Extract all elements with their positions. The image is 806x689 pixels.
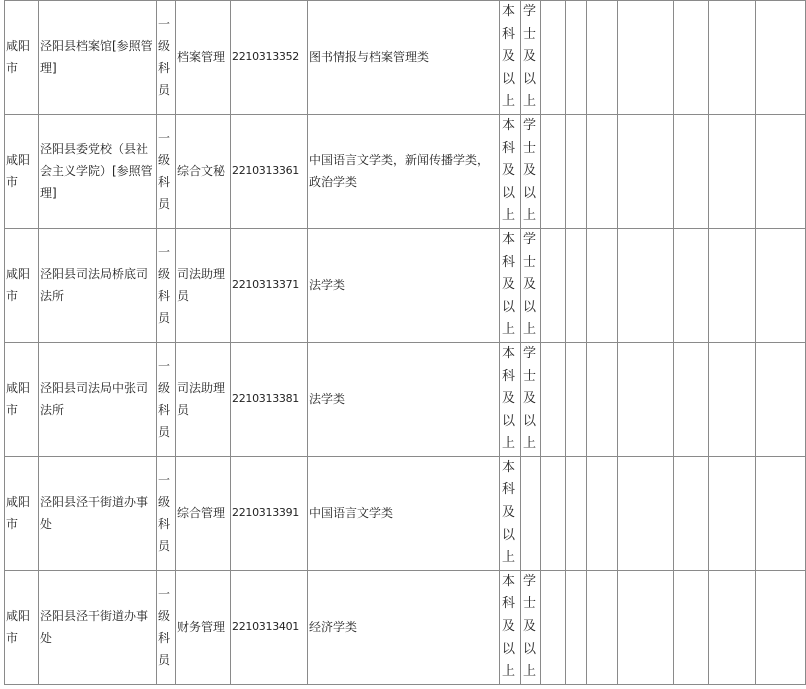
empty-cell <box>587 1 618 115</box>
empty-cell <box>709 342 756 456</box>
unit-cell: 泾阳县泾干街道办事处 <box>39 570 157 684</box>
empty-cell <box>587 456 618 570</box>
education-cell: 本科及以上 <box>500 114 521 228</box>
unit-cell: 泾阳县委党校（县社会主义学院）[参照管理] <box>39 114 157 228</box>
degree-cell: 学士及以上 <box>521 570 541 684</box>
table-row <box>5 456 806 570</box>
empty-cell <box>756 456 806 570</box>
rank-cell: 一级科员 <box>157 570 176 684</box>
degree-cell: 学士及以上 <box>521 228 541 342</box>
empty-cell <box>709 228 756 342</box>
major-cell: 中国语言文学类，新闻传播学类，政治学类 <box>308 114 500 228</box>
empty-cell <box>674 456 709 570</box>
empty-cell <box>756 114 806 228</box>
empty-cell <box>618 570 674 684</box>
position-code-cell: 2210313361 <box>231 114 308 228</box>
table-row <box>5 228 806 342</box>
empty-cell <box>709 456 756 570</box>
empty-cell <box>541 342 566 456</box>
empty-cell <box>674 228 709 342</box>
table-body <box>5 1 806 685</box>
position-code-cell: 2210313381 <box>231 342 308 456</box>
rank-cell: 一级科员 <box>157 1 176 115</box>
unit-cell: 泾阳县司法局桥底司法所 <box>39 228 157 342</box>
recruitment-table <box>4 0 806 685</box>
empty-cell <box>587 570 618 684</box>
empty-cell <box>618 114 674 228</box>
position-cell: 财务管理 <box>176 570 231 684</box>
position-code-cell: 2210313371 <box>231 228 308 342</box>
major-cell: 经济学类 <box>308 570 500 684</box>
city-cell: 咸阳市 <box>5 114 39 228</box>
unit-cell: 泾阳县档案馆[参照管理] <box>39 1 157 115</box>
position-cell: 司法助理员 <box>176 342 231 456</box>
empty-cell <box>541 228 566 342</box>
empty-cell <box>709 570 756 684</box>
rank-cell: 一级科员 <box>157 114 176 228</box>
empty-cell <box>709 114 756 228</box>
position-code-cell: 2210313391 <box>231 456 308 570</box>
empty-cell <box>618 228 674 342</box>
empty-cell <box>566 570 587 684</box>
empty-cell <box>674 570 709 684</box>
unit-cell: 泾阳县司法局中张司法所 <box>39 342 157 456</box>
table-row <box>5 1 806 115</box>
empty-cell <box>587 342 618 456</box>
position-cell: 档案管理 <box>176 1 231 115</box>
empty-cell <box>756 342 806 456</box>
degree-cell <box>521 456 541 570</box>
empty-cell <box>618 456 674 570</box>
city-cell: 咸阳市 <box>5 456 39 570</box>
empty-cell <box>674 1 709 115</box>
rank-cell: 一级科员 <box>157 228 176 342</box>
empty-cell <box>566 456 587 570</box>
degree-cell: 学士及以上 <box>521 1 541 115</box>
empty-cell <box>566 228 587 342</box>
education-cell: 本科及以上 <box>500 228 521 342</box>
table-row <box>5 114 806 228</box>
empty-cell <box>566 342 587 456</box>
city-cell: 咸阳市 <box>5 228 39 342</box>
major-cell: 法学类 <box>308 342 500 456</box>
empty-cell <box>756 1 806 115</box>
position-code-cell: 2210313401 <box>231 570 308 684</box>
city-cell: 咸阳市 <box>5 342 39 456</box>
education-cell: 本科及以上 <box>500 342 521 456</box>
degree-cell: 学士及以上 <box>521 342 541 456</box>
empty-cell <box>541 456 566 570</box>
empty-cell <box>756 228 806 342</box>
position-cell: 综合管理 <box>176 456 231 570</box>
degree-cell: 学士及以上 <box>521 114 541 228</box>
empty-cell <box>566 114 587 228</box>
empty-cell <box>541 114 566 228</box>
position-cell: 司法助理员 <box>176 228 231 342</box>
major-cell: 法学类 <box>308 228 500 342</box>
education-cell: 本科及以上 <box>500 456 521 570</box>
city-cell: 咸阳市 <box>5 1 39 115</box>
table-row <box>5 342 806 456</box>
empty-cell <box>541 570 566 684</box>
rank-cell: 一级科员 <box>157 456 176 570</box>
major-cell: 中国语言文学类 <box>308 456 500 570</box>
position-cell: 综合文秘 <box>176 114 231 228</box>
table-row <box>5 570 806 684</box>
empty-cell <box>756 570 806 684</box>
empty-cell <box>566 1 587 115</box>
empty-cell <box>709 1 756 115</box>
empty-cell <box>674 342 709 456</box>
major-cell: 图书情报与档案管理类 <box>308 1 500 115</box>
empty-cell <box>618 342 674 456</box>
education-cell: 本科及以上 <box>500 570 521 684</box>
city-cell: 咸阳市 <box>5 570 39 684</box>
position-code-cell: 2210313352 <box>231 1 308 115</box>
empty-cell <box>541 1 566 115</box>
empty-cell <box>587 114 618 228</box>
education-cell: 本科及以上 <box>500 1 521 115</box>
unit-cell: 泾阳县泾干街道办事处 <box>39 456 157 570</box>
empty-cell <box>618 1 674 115</box>
rank-cell: 一级科员 <box>157 342 176 456</box>
empty-cell <box>674 114 709 228</box>
empty-cell <box>587 228 618 342</box>
